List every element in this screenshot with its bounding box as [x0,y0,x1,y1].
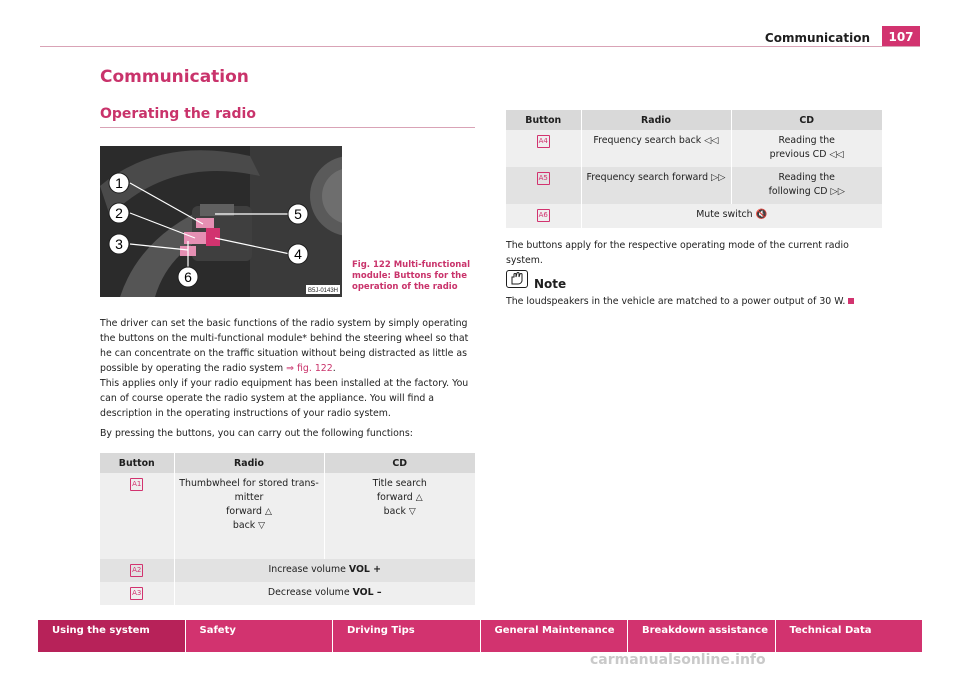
table-row: A3 Decrease volume VOL – [100,582,475,605]
col-header-cd: CD [324,453,475,473]
chapter-heading: Communication [100,67,249,87]
table-row: A2 Increase volume VOL + [100,559,475,582]
seek-back-icon: ◁◁ [829,149,844,160]
paragraph-factory: This applies only if your radio equipment has been installed at the factory. You can of course operate the radio system at the appliance. You will find a description in the operating instructions of your radio system. [100,378,469,419]
callout-5 [288,204,308,224]
running-header-title: Communication [764,31,870,45]
watermark: carmanualsonline.info [590,652,766,668]
svg-text:1: 1 [115,175,123,191]
triangle-down-icon: ▽ [258,521,266,531]
seek-forward-icon: ▷▷ [830,186,845,197]
callout-6 [178,267,198,287]
svg-text:6: 6 [184,269,192,285]
steering-wheel-figure [100,146,342,297]
note-heading: Note [534,277,567,291]
triangle-up-icon: △ [265,507,272,517]
col-header-cd: CD [731,110,882,130]
paragraph-functions: By pressing the buttons, you can carry out the following functions: [100,428,413,439]
callout-1 [109,173,129,193]
seek-back-icon: ◁◁ [704,135,719,146]
figure-code: B5J-0143H [307,288,339,294]
callout-3 [109,234,129,254]
col-header-radio: Radio [581,110,731,130]
note-text: The loudspeakers in the vehicle are matched to a power output of 30 W. [506,294,882,309]
section-rule [100,127,475,128]
footer-tab-safety[interactable]: Safety [186,620,334,652]
svg-text:5: 5 [294,206,302,222]
radio-functions-table-2 [506,110,882,228]
table-row: A5 Frequency search forward ▷▷ Reading the following CD ▷▷ [506,167,882,204]
svg-text:4: 4 [294,246,302,262]
callout-2 [109,203,129,223]
steering-wheel-illustration [100,146,342,297]
col-header-button: Button [100,453,174,473]
figure-reference-link[interactable]: ⇒ fig. 122 [286,363,333,374]
button-badge-a1: A1 [130,478,143,491]
footer-tab-using-the-system[interactable]: Using the system [38,620,186,652]
table-row: A6 Mute switch 🔇 [506,204,882,228]
page-number: 107 [882,26,920,47]
button-badge-a6: A6 [537,209,550,222]
paragraph-applies: The buttons apply for the respective operating mode of the current radio system. [506,240,849,266]
mute-speaker-icon: 🔇 [755,209,768,220]
button-badge-a4: A4 [537,135,550,148]
section-heading: Operating the radio [100,106,256,122]
footer-tab-breakdown-assistance[interactable]: Breakdown assistance [628,620,776,652]
button-badge-a3: A3 [130,587,143,600]
footer-tab-driving-tips[interactable]: Driving Tips [333,620,481,652]
triangle-down-icon: ▽ [408,507,416,517]
svg-text:3: 3 [115,236,123,252]
footer-tab-general-maintenance[interactable]: General Maintenance [481,620,629,652]
col-header-button: Button [506,110,581,130]
col-header-radio: Radio [174,453,324,473]
section-end-square-icon [848,298,854,304]
button-badge-a5: A5 [537,172,550,185]
svg-text:2: 2 [115,205,123,221]
seek-forward-icon: ▷▷ [711,172,726,183]
callout-4 [288,244,308,264]
note-hand-icon [506,270,528,288]
vol-plus-icon: VOL + [348,564,382,575]
vol-minus-icon: VOL – [352,587,382,598]
table-row: A4 Frequency search back ◁◁ Reading the previous CD ◁◁ [506,130,882,167]
footer-tab-technical-data[interactable]: Technical Data [776,620,923,652]
footer-navigation [38,620,922,652]
figure-caption: Fig. 122 Multi-functional module: Buttons for the operation of the radio [352,260,470,292]
header-rule [40,46,920,47]
paragraph-intro: The driver can set the basic functions of the radio system by simply operating the buttons on the multi-functional module* behind the steering wheel so that he can concentrate on the traffic situation without being distracted as little as possible by operating the radio system ⇒ fig. 122. [100,318,469,374]
triangle-up-icon: △ [415,493,423,503]
table-row: A1 Thumbwheel for stored trans- mitter forward △ back ▽ Title search forward △ back ▽ [100,473,475,559]
radio-functions-table-1 [100,453,475,605]
button-badge-a2: A2 [130,564,143,577]
